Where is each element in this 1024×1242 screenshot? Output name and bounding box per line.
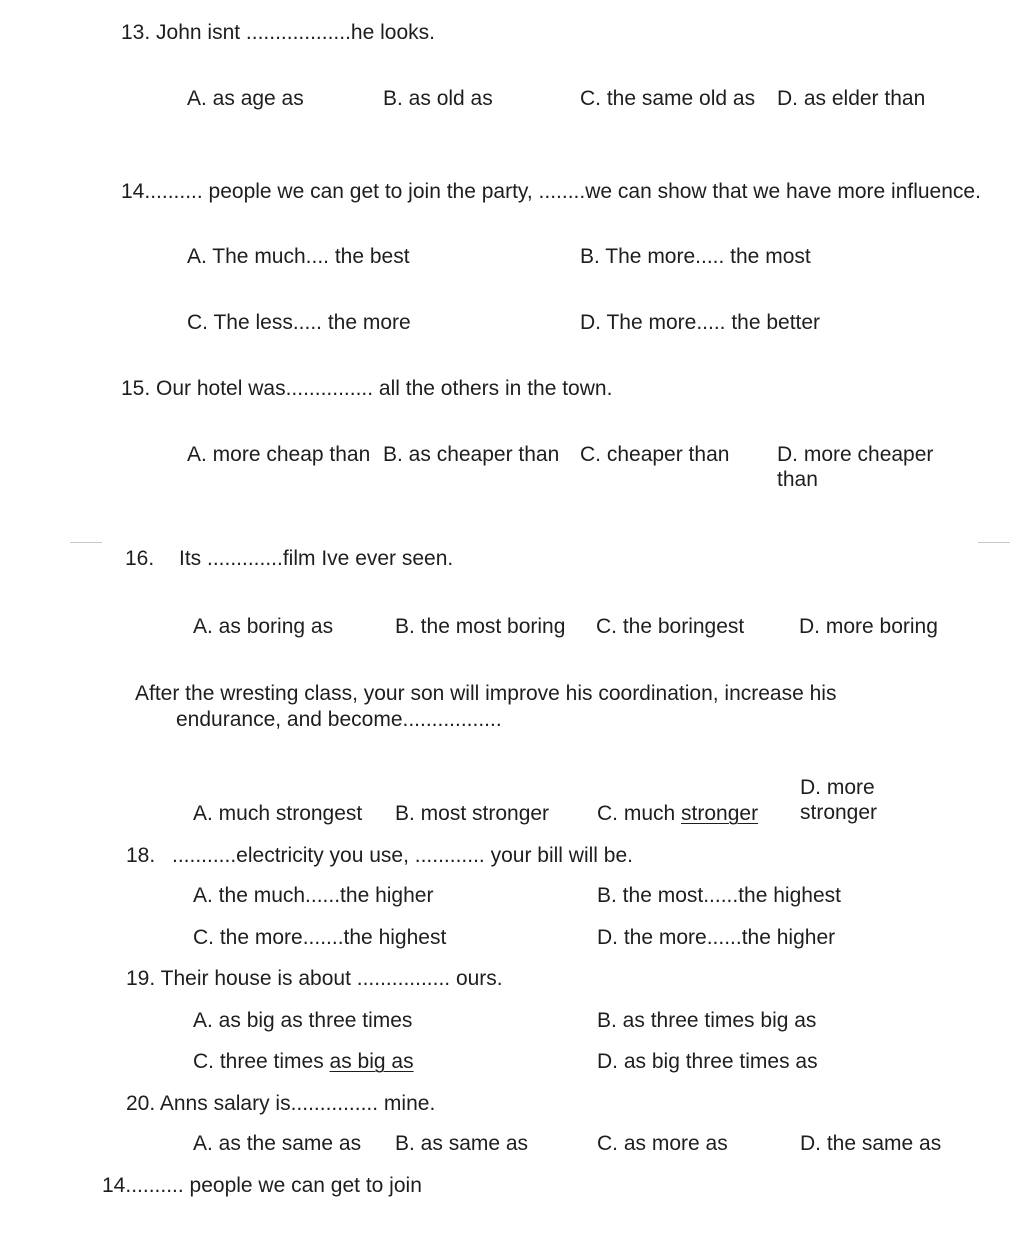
question-19-option-c-underlined: as big as	[329, 1050, 414, 1073]
question-15-stem: 15. Our hotel was............... all the others in the town.	[121, 377, 613, 400]
question-13-option-a: A. as age as	[187, 87, 304, 110]
page-edge-right	[978, 542, 1010, 543]
question-16-option-d: D. more boring	[799, 615, 938, 638]
question-19-option-c-prefix: C. three times	[193, 1050, 330, 1073]
question-14-option-a: A. The much.... the best	[187, 245, 410, 268]
question-17-option-c-prefix: C. much	[597, 802, 682, 825]
question-16-option-c: C. the boringest	[596, 615, 745, 638]
question-20-option-a: A. as the same as	[193, 1132, 362, 1155]
question-15-option-b: B. as cheaper than	[383, 443, 560, 466]
question-17-stem-line2: endurance, and become.................	[176, 708, 502, 731]
question-15-option-c: C. cheaper than	[580, 443, 730, 466]
question-16-number: 16.	[125, 547, 155, 570]
question-18-stem: ...........electricity you use, ............ your bill will be.	[172, 844, 633, 867]
question-17-option-d: D. more stronger	[800, 776, 878, 824]
question-19-option-c	[193, 1049, 414, 1074]
question-20-option-d: D. the same as	[800, 1132, 942, 1155]
question-15-option-d: D. more cheaper than	[777, 443, 934, 491]
question-16-option-b: B. the most boring	[395, 615, 566, 638]
question-15-option-a: A. more cheap than	[187, 443, 371, 466]
question-16-stem: Its .............film Ive ever seen.	[179, 547, 454, 570]
question-17-stem-line1: After the wresting class, your son will improve his coordination, increase his	[135, 682, 837, 705]
question-14-stem: 14.......... people we can get to join the party, ........we can show that we have more influence.	[121, 180, 981, 203]
question-19-option-b: B. as three times big as	[597, 1009, 817, 1032]
question-17-option-b: B. most stronger	[395, 802, 550, 825]
question-17-option-a: A. much strongest	[193, 802, 363, 825]
trailing-question-fragment: 14.......... people we can get to join	[102, 1174, 422, 1197]
question-13-option-b: B. as old as	[383, 87, 493, 110]
question-18-option-d: D. the more......the higher	[597, 926, 836, 949]
question-13-option-d: D. as elder than	[777, 87, 926, 110]
question-18-option-a: A. the much......the higher	[193, 884, 434, 907]
question-14-option-b: B. The more..... the most	[580, 245, 811, 268]
question-18-option-b: B. the most......the highest	[597, 884, 841, 907]
question-19-option-d: D. as big three times as	[597, 1050, 818, 1073]
question-20-option-c: C. as more as	[597, 1132, 728, 1155]
question-16-option-a: A. as boring as	[193, 615, 334, 638]
question-20-option-b: B. as same as	[395, 1132, 529, 1155]
question-18-number: 18.	[126, 844, 156, 867]
question-17-option-c	[597, 801, 758, 826]
question-14-option-c: C. The less..... the more	[187, 311, 411, 334]
question-18-option-c: C. the more.......the highest	[193, 926, 447, 949]
question-20-stem: 20. Anns salary is............... mine.	[126, 1092, 436, 1115]
question-19-stem: 19. Their house is about ................ ours.	[126, 967, 503, 990]
page-edge-left	[70, 542, 102, 543]
question-13-stem: 13. John isnt ..................he looks.	[121, 21, 435, 44]
question-13-option-c: C. the same old as	[580, 87, 756, 110]
question-14-option-d: D. The more..... the better	[580, 311, 821, 334]
question-17-option-c-underlined: stronger	[681, 802, 759, 825]
question-19-option-a: A. as big as three times	[193, 1009, 413, 1032]
